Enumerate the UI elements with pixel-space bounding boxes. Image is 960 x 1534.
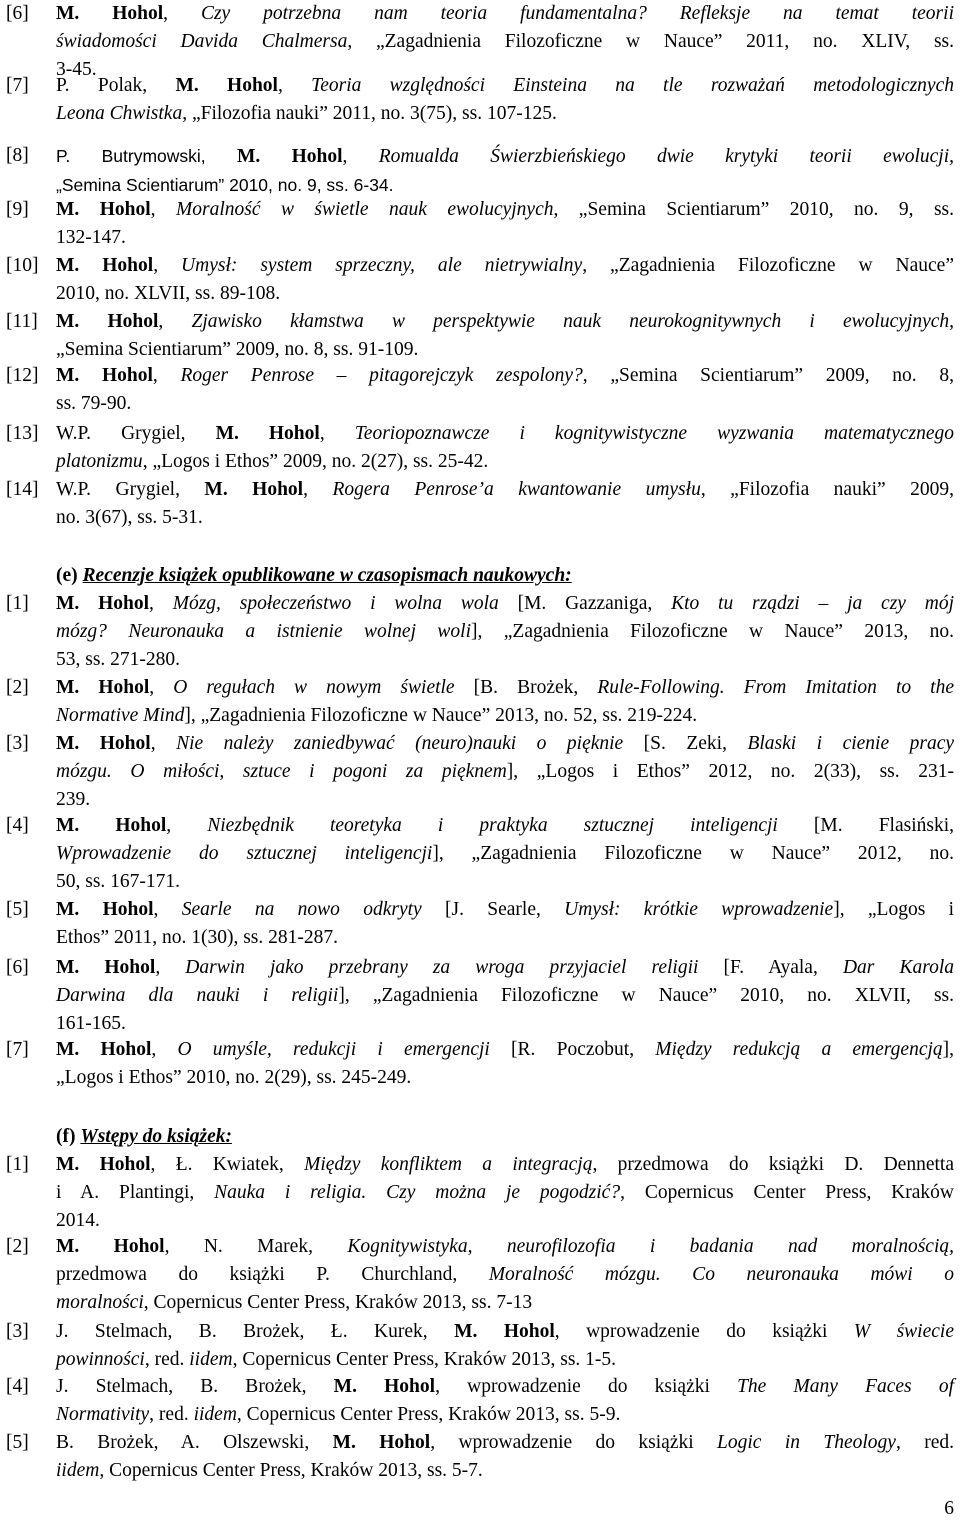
citation-text: , wprowadzenie do książki — [554, 1321, 854, 1342]
work-title: Nauka i religia. Czy można je pogodzić? — [214, 1182, 621, 1203]
entry-number: [13] — [6, 423, 39, 444]
work-title: Logic in Theology — [717, 1432, 896, 1453]
entry-line — [56, 28, 954, 56]
citation-text: [J. Searle, — [421, 899, 565, 920]
citation-text: ss. 79-90. — [56, 393, 132, 414]
work-title: Blaski i cienie pracy — [747, 733, 955, 754]
work-title: W świecie — [853, 1321, 954, 1342]
citation-text: P. Polak, — [56, 75, 176, 96]
entry-text — [56, 896, 954, 952]
entry-line — [56, 1207, 954, 1235]
citation-text: , red. — [144, 1349, 190, 1370]
author-name: M. Hohol — [56, 1236, 165, 1257]
citation-text: [R. Poczobut, — [489, 1039, 656, 1060]
bibliography-entry — [0, 1036, 960, 1092]
entry-line — [56, 142, 954, 171]
bibliography-entry — [0, 896, 960, 952]
author-name: M. Hohol — [56, 311, 159, 332]
entry-number: [14] — [6, 479, 39, 500]
bibliography-entry — [0, 476, 960, 532]
entry-number: [5] — [6, 1432, 29, 1453]
entry-line — [56, 280, 954, 308]
work-title: O umyśle, redukcji i emergencji — [177, 1039, 490, 1060]
section-e-label: (e) — [56, 565, 78, 586]
entry-line — [56, 476, 954, 504]
citation-text: [B. Brożek, — [454, 677, 598, 698]
work-title: Umysł: system sprzeczny, ale nietrywialny — [181, 255, 583, 276]
citation-text: , — [149, 677, 174, 698]
bibliography-entry — [0, 1233, 960, 1317]
author-name: M. Hohol — [56, 255, 154, 276]
work-title: O regułach w nowym świetle — [173, 677, 455, 698]
entry-line — [56, 1346, 954, 1374]
entry-text — [56, 196, 954, 252]
work-title: Darwin jako przebrany za wroga przyjaciel religii — [185, 957, 699, 978]
author-name: M. Hohol — [175, 75, 278, 96]
bibliography-entry — [0, 196, 960, 252]
citation-text: , — [153, 899, 182, 920]
entry-line — [56, 390, 954, 418]
citation-text: , — [303, 479, 333, 500]
citation-text: [M. Gazzaniga, — [498, 593, 672, 614]
bibliography-entry — [0, 1151, 960, 1235]
entry-line — [56, 590, 954, 618]
citation-text: , wprowadzenie do książki — [435, 1376, 738, 1397]
work-title: Teoriopoznawcze i kognitywistyczne wyzwania matematycznego — [354, 423, 955, 444]
entry-number: [12] — [6, 365, 39, 386]
citation-text: Ethos” 2011, no. 1(30), ss. 281-287. — [56, 927, 339, 948]
citation-text: ], — [942, 1039, 955, 1060]
entry-line — [56, 646, 954, 674]
author-name: M. Hohol — [454, 1321, 555, 1342]
work-title: Normative Mind — [56, 705, 185, 726]
entry-text — [56, 590, 954, 674]
entry-text — [56, 1036, 954, 1092]
author-name: M. Hohol — [56, 3, 164, 24]
citation-text: W.P. Grygiel, — [56, 479, 205, 500]
author-name: M. Hohol — [56, 677, 150, 698]
work-title: Zjawisko kłamstwa w perspektywie nauk neurokognitywnych i ewolucyjnych, — [191, 311, 955, 332]
author-name: M. Hohol — [56, 815, 167, 836]
entry-line — [56, 868, 954, 896]
entry-number: [6] — [6, 957, 29, 978]
work-title: Między konfliktem a integracją — [304, 1154, 593, 1175]
work-title: Umysł: krótkie wprowadzenie — [564, 899, 834, 920]
entry-number: [1] — [6, 593, 29, 614]
entry-number: [3] — [6, 733, 29, 754]
work-title: Rule-Following. From Imitation to the — [597, 677, 954, 698]
entry-text — [56, 308, 954, 364]
entry-text — [56, 1318, 954, 1374]
citation-text: , „Logos i Ethos” 2009, no. 2(27), ss. 25-42. — [142, 451, 489, 472]
entry-line — [56, 1401, 954, 1429]
citation-text: 2014. — [56, 1210, 100, 1231]
citation-text: W.P. Grygiel, — [56, 423, 216, 444]
work-title: Czy potrzebna nam teoria fundamentalna? Refleksje na temat teorii — [200, 3, 954, 24]
citation-text: , — [153, 255, 182, 276]
work-title: Rogera Penrose’a kwantowanie umysłu — [332, 479, 701, 500]
entry-text — [56, 674, 954, 730]
citation-text: „Semina Scientiarum” 2009, no. 8, ss. 91-109. — [56, 339, 419, 360]
author-name: M. Hohol — [56, 1154, 151, 1175]
citation-text: , — [158, 311, 192, 332]
bibliography-entry — [0, 954, 960, 1038]
author-name: M. Hohol — [56, 733, 151, 754]
entry-number: [8] — [6, 145, 29, 166]
entry-line — [56, 1261, 954, 1289]
work-title: Między redukcją a emergencją — [655, 1039, 943, 1060]
author-name: M. Hohol — [332, 1432, 431, 1453]
entry-number: [11] — [6, 311, 38, 332]
author-name: M. Hohol — [236, 146, 343, 167]
entry-line — [56, 730, 954, 758]
citation-text: 2010, no. XLVII, ss. 89-108. — [56, 283, 281, 304]
work-title: powinności — [56, 1349, 145, 1370]
entry-text — [56, 72, 954, 128]
citation-text: , — [150, 733, 177, 754]
bibliography-entry — [0, 420, 960, 476]
entry-number: [7] — [6, 75, 29, 96]
citation-text: [S. Zeki, — [623, 733, 748, 754]
page-number: 6 — [944, 1498, 954, 1519]
entry-line — [56, 1036, 954, 1064]
citation-text: 50, ss. 167-171. — [56, 871, 181, 892]
author-name: M. Hohol — [56, 899, 154, 920]
work-title: Roger Penrose – pitagorejczyk zespolony? — [180, 365, 583, 386]
work-title: świadomości Davida Chalmersa — [56, 31, 348, 52]
author-name: M. Hohol — [56, 593, 150, 614]
entry-text — [56, 954, 954, 1038]
entry-line — [56, 196, 954, 224]
entry-line — [56, 336, 954, 364]
work-title: Darwina dla nauki i religii — [56, 985, 339, 1006]
citation-text: , — [151, 1039, 178, 1060]
entry-line — [56, 840, 954, 868]
work-title: Dar Karola — [842, 957, 954, 978]
entry-line — [56, 954, 954, 982]
citation-text: przedmowa do książki P. Churchland, — [56, 1264, 489, 1285]
citation-text: , „Zagadnienia Filozoficzne w Nauce” 2011, no. XLIV, ss. — [347, 31, 955, 52]
work-title: platonizmu — [56, 451, 143, 472]
entry-line — [56, 1373, 954, 1401]
citation-text: B. Brożek, A. Olszewski, — [56, 1432, 333, 1453]
bibliography-entry — [0, 730, 960, 814]
bibliography-entry — [0, 812, 960, 896]
citation-text: , — [150, 199, 176, 220]
bibliography-entry — [0, 1318, 960, 1374]
entry-line — [56, 420, 954, 448]
citation-text: , — [152, 365, 181, 386]
citation-text: , „Filozofia nauki” 2011, no. 3(75), ss. 107-125. — [182, 103, 557, 124]
entry-number: [1] — [6, 1154, 29, 1175]
work-title: Kto tu rządzi – ja czy mój — [671, 593, 955, 614]
entry-text — [56, 1429, 954, 1485]
entry-line — [56, 1429, 954, 1457]
citation-text: 161-165. — [56, 1013, 126, 1034]
citation-text: , — [342, 146, 379, 167]
bibliography-entry — [0, 72, 960, 128]
entry-line — [56, 224, 954, 252]
entry-line — [56, 362, 954, 390]
entry-line — [56, 1151, 954, 1179]
bibliography-entry — [0, 1429, 960, 1485]
citation-text: 53, ss. 271-280. — [56, 649, 181, 670]
entry-line — [56, 252, 954, 280]
entry-text — [56, 252, 954, 308]
author-name: M. Hohol — [215, 423, 320, 444]
entry-line — [56, 758, 954, 786]
citation-text: J. Stelmach, B. Brożek, — [56, 1376, 334, 1397]
citation-text: [F. Ayala, — [698, 957, 843, 978]
author-name: M. Hohol — [333, 1376, 436, 1397]
citation-text: P. Butrymowski, — [56, 146, 237, 166]
citation-text: , red. — [895, 1432, 954, 1453]
entry-line — [56, 308, 954, 336]
work-title: iidem — [56, 1460, 100, 1481]
work-title: Normativity — [56, 1404, 150, 1425]
work-title: Moralność mózgu. Co neuronauka mówi o — [488, 1264, 954, 1285]
entry-line — [56, 618, 954, 646]
work-title: Moralność w świetle nauk ewolucyjnych — [176, 199, 554, 220]
author-name: M. Hohol — [56, 1039, 152, 1060]
bibliography-entry — [0, 308, 960, 364]
entry-line — [56, 786, 954, 814]
citation-text: ], „Logos i — [833, 899, 955, 920]
entry-text — [56, 142, 954, 200]
entry-line — [56, 896, 954, 924]
section-e-title: Recenzje książek opublikowane w czasopismach naukowych: — [82, 565, 572, 586]
entry-line — [56, 0, 954, 28]
citation-text: , „Zagadnienia Filozoficzne w Nauce” — [582, 255, 954, 276]
entry-number: [5] — [6, 899, 29, 920]
section-f-title: Wstępy do książek: — [80, 1126, 233, 1147]
work-title: Kognitywistyka, neurofilozofia i badania nad moralnością, — [347, 1236, 954, 1257]
entry-text — [56, 812, 954, 896]
entry-line — [56, 1179, 954, 1207]
work-title: iidem — [193, 1404, 237, 1425]
work-title: Mózg, społeczeństwo i wolna wola — [172, 593, 499, 614]
entry-line — [56, 982, 954, 1010]
entry-line — [56, 702, 954, 730]
entry-line — [56, 1318, 954, 1346]
author-name: M. Hohol — [204, 479, 304, 500]
entry-number: [4] — [6, 815, 29, 836]
citation-text: ], „Zagadnienia Filozoficzne w Nauce” 2013, no. 52, ss. 219-224. — [184, 705, 698, 726]
section-f-label: (f) — [56, 1126, 76, 1147]
citation-text: , — [277, 75, 312, 96]
entry-line — [56, 448, 954, 476]
citation-text: , przedmowa do książki D. Dennetta — [592, 1154, 954, 1175]
citation-text: 132-147. — [56, 227, 126, 248]
entry-line — [56, 504, 954, 532]
bibliography-entry — [0, 362, 960, 418]
citation-text: , — [166, 815, 208, 836]
author-name: M. Hohol — [56, 365, 153, 386]
citation-text: i A. Plantingi, — [56, 1182, 215, 1203]
citation-text: ], „Zagadnienia Filozoficzne w Nauce” 2012, no. — [432, 843, 954, 864]
entry-text — [56, 476, 954, 532]
entry-number: [10] — [6, 255, 39, 276]
entry-line — [56, 924, 954, 952]
work-title: Searle na nowo odkryty — [181, 899, 422, 920]
entry-line — [56, 100, 954, 128]
bibliography-entry — [0, 252, 960, 308]
citation-text: , — [319, 423, 355, 444]
citation-text: J. Stelmach, B. Brożek, Ł. Kurek, — [56, 1321, 455, 1342]
work-title: mózg? Neuronauka a istnienie wolnej woli — [56, 621, 471, 642]
citation-text: , Ł. Kwiatek, — [150, 1154, 305, 1175]
entry-line — [56, 1457, 954, 1485]
entry-number: [7] — [6, 1039, 29, 1060]
entry-number: [2] — [6, 1236, 29, 1257]
work-title: Wprowadzenie do sztucznej inteligencji — [56, 843, 433, 864]
entry-number: [6] — [6, 3, 29, 24]
citation-text: , wprowadzenie do książki — [430, 1432, 718, 1453]
author-name: M. Hohol — [56, 199, 151, 220]
entry-number: [2] — [6, 677, 29, 698]
entry-text — [56, 1151, 954, 1235]
citation-text: , Copernicus Center Press, Kraków — [620, 1182, 954, 1203]
entry-number: [4] — [6, 1376, 29, 1397]
entry-line — [56, 1289, 954, 1317]
bibliography-entry — [0, 590, 960, 674]
work-title: Romualda Świerzbieńskiego dwie krytyki teorii ewolucji, — [378, 146, 955, 167]
citation-text: [M. Flasiński, — [777, 815, 955, 836]
citation-text: , — [163, 3, 201, 24]
citation-text: , Copernicus Center Press, Kraków 2013, ss. 5-9. — [236, 1404, 621, 1425]
entry-line — [56, 812, 954, 840]
bibliography-entry — [0, 674, 960, 730]
citation-text: , — [155, 957, 186, 978]
work-title: Teoria względności Einsteina na tle rozważań metodologicznych — [311, 75, 954, 96]
citation-text: , „Semina Scientiarum” 2009, no. 8, — [582, 365, 954, 386]
citation-text: , Copernicus Center Press, Kraków 2013, ss. 5-7. — [99, 1460, 483, 1481]
citation-text: 3-45. — [56, 59, 97, 80]
author-name: M. Hohol — [56, 957, 156, 978]
citation-text: , „Filozofia nauki” 2009, — [700, 479, 955, 500]
entry-number: [9] — [6, 199, 29, 220]
section-f-heading — [56, 1123, 232, 1151]
work-title: Nie należy zaniedbywać (neuro)nauki o pięknie — [176, 733, 624, 754]
entry-text — [56, 1233, 954, 1317]
entry-line — [56, 1010, 954, 1038]
citation-text: , — [149, 593, 173, 614]
bibliography-entry — [0, 1373, 960, 1429]
work-title: mózgu. O miłości, sztuce i pogoni za pięknem — [56, 761, 507, 782]
citation-text: 239. — [56, 789, 91, 810]
citation-text: , Copernicus Center Press, Kraków 2013, ss. 1-5. — [232, 1349, 617, 1370]
entry-line — [56, 1064, 954, 1092]
work-title: iidem — [189, 1349, 233, 1370]
work-title: The Many Faces of — [737, 1376, 954, 1397]
work-title: moralności — [56, 1292, 144, 1313]
entry-line — [56, 1233, 954, 1261]
work-title: Niezbędnik teoretyka i praktyka sztucznej inteligencji — [207, 815, 778, 836]
work-title: Leona Chwistka — [56, 103, 183, 124]
entry-number: [3] — [6, 1321, 29, 1342]
citation-text: no. 3(67), ss. 5-31. — [56, 507, 203, 528]
citation-text: , N. Marek, — [164, 1236, 348, 1257]
section-e-heading — [56, 562, 572, 590]
citation-text: , red. — [149, 1404, 194, 1425]
citation-text: ], „Zagadnienia Filozoficzne w Nauce” 2013, no. — [471, 621, 955, 642]
entry-line — [56, 72, 954, 100]
entry-text — [56, 730, 954, 814]
entry-text — [56, 1373, 954, 1429]
citation-text: ], „Logos i Ethos” 2012, no. 2(33), ss. 231- — [506, 761, 954, 782]
entry-text — [56, 420, 954, 476]
entry-line — [56, 674, 954, 702]
citation-text: ], „Zagadnienia Filozoficzne w Nauce” 2010, no. XLVII, ss. — [338, 985, 954, 1006]
citation-text: , Copernicus Center Press, Kraków 2013, ss. 7-13 — [143, 1292, 533, 1313]
bibliography-entry — [0, 142, 960, 200]
citation-text: , „Semina Scientiarum” 2010, no. 9, ss. — [553, 199, 955, 220]
citation-text: „Logos i Ethos” 2010, no. 2(29), ss. 245-249. — [56, 1067, 412, 1088]
citation-text: „Semina Scientiarum” 2010, no. 9, ss. 6-34. — [56, 175, 394, 195]
entry-text — [56, 362, 954, 418]
